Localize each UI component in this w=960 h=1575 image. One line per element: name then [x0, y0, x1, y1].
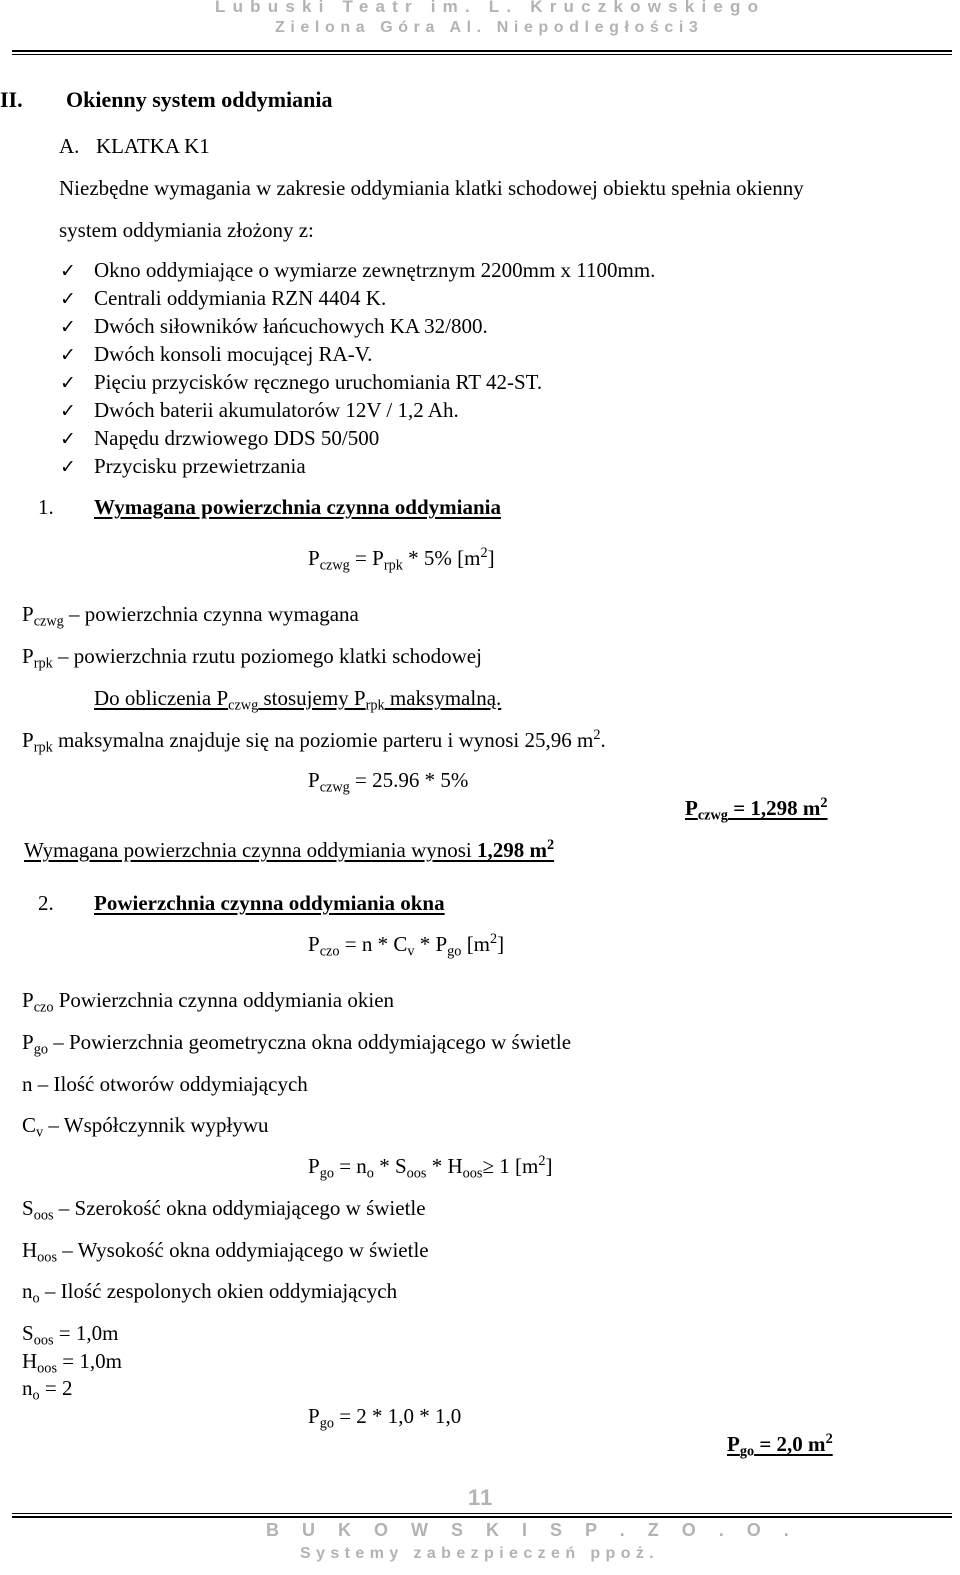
subsection-title: KLATKA K1	[96, 134, 210, 158]
check-icon: ✓	[60, 456, 76, 478]
header-rule	[12, 50, 952, 52]
part2-result: $P_{go} = 2,0$ $m^2$	[727, 1431, 833, 1460]
list-item: Dwóch konsoli mocującej RA-V.	[94, 342, 373, 366]
definition-h-oos: $H_{oos}$ – Wysokość okna oddymiającego w świetle	[22, 1238, 429, 1266]
footer-rule	[12, 1516, 952, 1518]
list-item: Dwóch baterii akumulatorów 12V / 1,2 Ah.	[94, 398, 459, 422]
check-icon: ✓	[60, 428, 76, 450]
check-icon: ✓	[60, 260, 76, 282]
list-item: Dwóch siłowników łańcuchowych KA 32/800.	[94, 314, 488, 338]
footer-company: B U K O W S K I S P . Z O . O .	[266, 1520, 798, 1540]
section-number: II.	[0, 87, 23, 112]
part1-result: $P_{czwg} = 1,298$ $m^2$	[685, 795, 828, 824]
max-area-statement: $P_{rpk}$ maksymalna znajduje się na poziomie parteru i wynosi 25,96 $m^2$.	[22, 727, 606, 756]
part1-calculation: $P_{czwg} = 25.96 * 5\%$	[308, 768, 469, 796]
footer-rule-thin	[12, 1513, 952, 1514]
part2-formula: $P_{czo} = n * C_v * P_{go}$ $[m^2]$	[308, 931, 505, 960]
page-number: 11	[468, 1485, 494, 1510]
part1-heading: Wymagana powierzchnia czynna oddymiania	[94, 495, 501, 519]
list-item: Okno oddymiające o wymiarze zewnętrznym 2200mm x 1100mm.	[94, 258, 656, 282]
part2-formula-pgo: $P_{go} = n_o * S_{oos} * H_{oos}\ge 1$ $[m^2]$	[308, 1153, 553, 1182]
part2-number: 2.	[38, 891, 54, 915]
part1-number: 1.	[38, 495, 54, 519]
check-icon: ✓	[60, 372, 76, 394]
list-item: Przycisku przewietrzania	[94, 454, 306, 478]
part2-calculation: $P_{go} = 2 * 1,0 * 1,0$	[308, 1404, 462, 1432]
value-s-oos: $S_{oos} = 1,0m$	[22, 1321, 119, 1349]
value-h-oos: $H_{oos} = 1,0m$	[22, 1349, 122, 1377]
definition-n-o: $n_o$ – Ilość zespolonych okien oddymiających	[22, 1279, 398, 1307]
header-line-1: Lubuski Teatr im. L. Kruczkowskiego	[215, 0, 766, 16]
subsection-letter: A.	[59, 134, 80, 158]
list-item: Napędu drzwiowego DDS 50/500	[94, 426, 380, 450]
definition-p-go: $P_{go}$ – Powierzchnia geometryczna okna oddymiającego w świetle	[22, 1030, 572, 1058]
definition-s-oos: $S_{oos}$ – Szerokość okna oddymiającego w świetle	[22, 1196, 426, 1224]
part1-summary: Wymagana powierzchnia czynna oddymiania wynosi 1,298 $m^2$	[24, 837, 555, 862]
part2-heading: Powierzchnia czynna oddymiania okna	[94, 891, 445, 915]
value-n-o: $n_o = 2$	[22, 1376, 73, 1404]
list-item: Centrali oddymiania RZN 4404 K.	[94, 286, 387, 310]
intro-line-2: system oddymiania złożony z:	[59, 218, 314, 242]
calculation-note: Do obliczenia $P_{czwg}$ stosujemy $P_{rpk}$ maksymalną.	[94, 686, 502, 714]
header-line-2: Zielona Góra Al. Niepodległości3	[275, 19, 704, 36]
check-icon: ✓	[60, 288, 76, 310]
list-item: Pięciu przycisków ręcznego uruchomiania RT 42-ST.	[94, 370, 543, 394]
check-icon: ✓	[60, 316, 76, 338]
definition-p-rpk: $P_{rpk}$ – powierzchnia rzutu poziomego klatki schodowej	[22, 644, 482, 672]
definition-cv: $C_v$ – Współczynnik wypływu	[22, 1113, 269, 1141]
section-title: Okienny system oddymiania	[66, 87, 333, 112]
check-icon: ✓	[60, 400, 76, 422]
definition-p-czo: $P_{czo}$ Powierzchnia czynna oddymiania okien	[22, 988, 395, 1016]
footer-tagline: Systemy zabezpieczeń ppoż.	[300, 1545, 660, 1562]
part1-formula: $P_{czwg} = P_{rpk} * 5\%$ $[m^2]$	[308, 545, 495, 574]
header-rule-thin	[12, 54, 952, 55]
intro-line-1: Niezbędne wymagania w zakresie oddymiania klatki schodowej obiektu spełnia okienny	[59, 176, 804, 200]
check-icon: ✓	[60, 344, 76, 366]
definition-n: n – Ilość otworów oddymiających	[22, 1072, 308, 1096]
definition-p-czwg: $P_{czwg}$ – powierzchnia czynna wymagana	[22, 602, 359, 630]
